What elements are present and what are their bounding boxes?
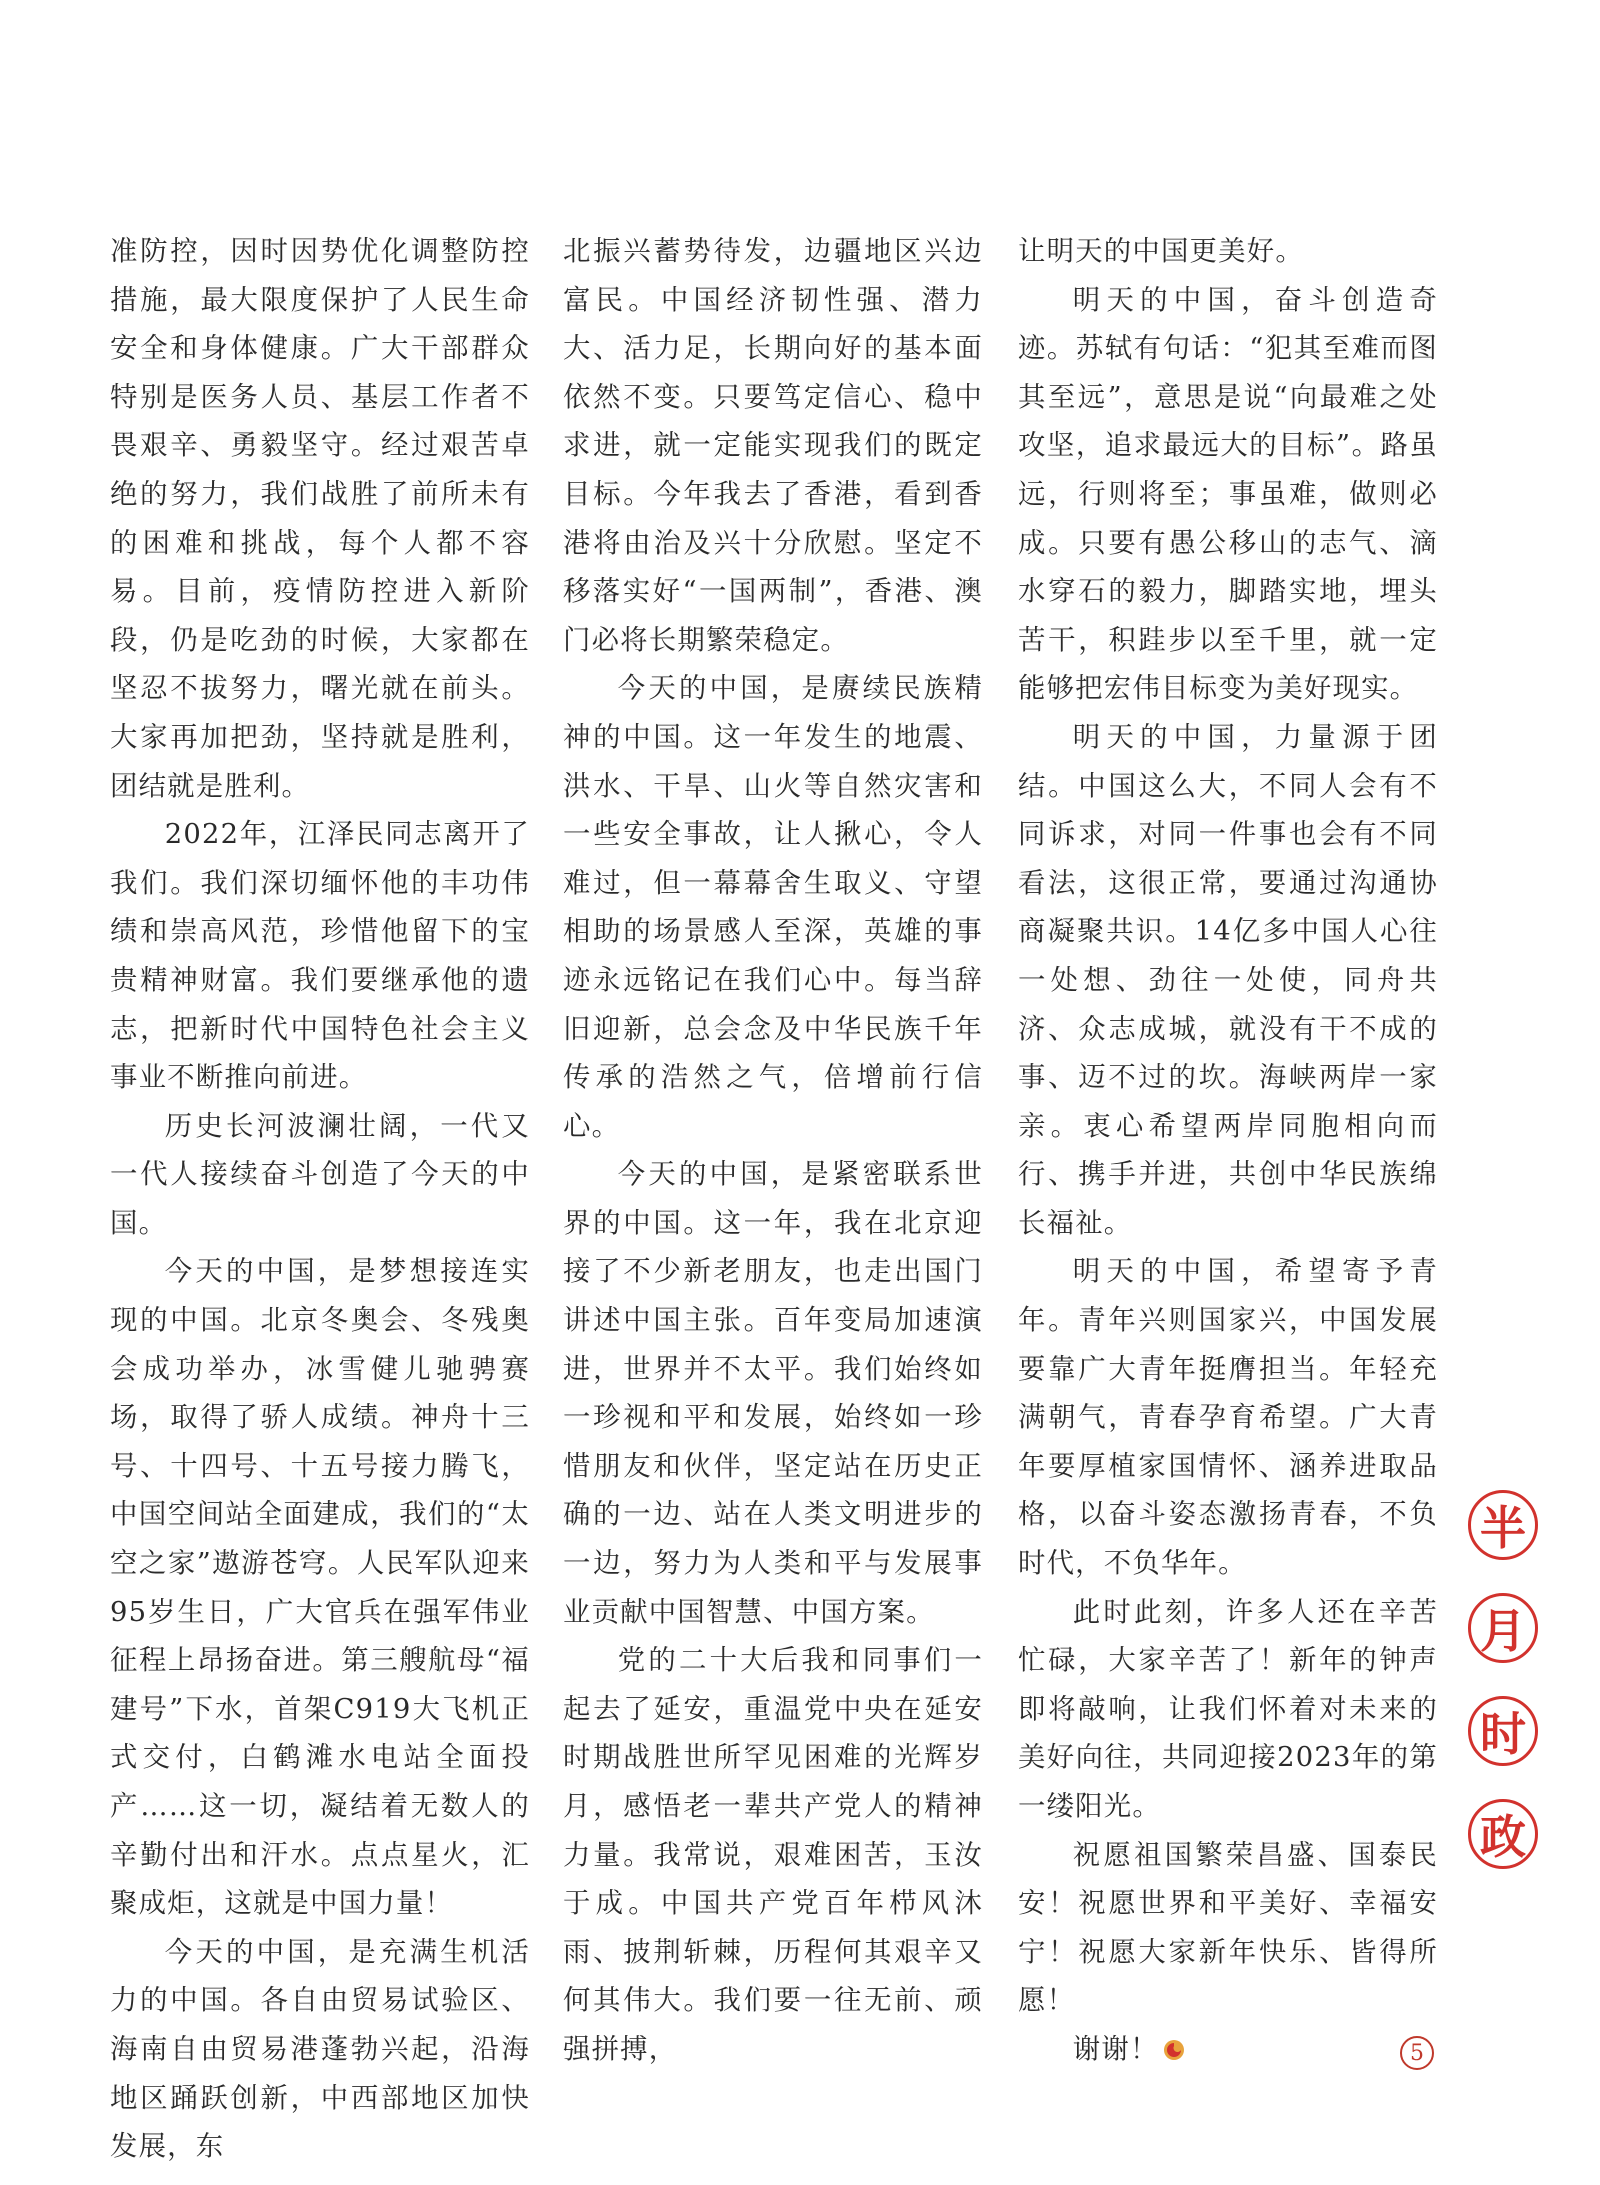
paragraph: 今天的中国，是梦想接连实现的中国。北京冬奥会、冬残奥会成功举办，冰雪健儿驰骋赛场，取得了骄人成绩。神舟十三号、十四号、十五号接力腾飞，中国空间站全面建成，我们的“太空之家”遨游苍穹。人民军队迎来95岁生日，广大官兵在强军伟业征程上昂扬奋进。第三艘航母“福建号”下水，首架C919大飞机正式交付，白鹤滩水电站全面投产……这一切，凝结着无数人的辛勤付出和汗水。点点星火，汇聚成炬，这就是中国力量！ (110, 1256, 530, 1920)
section-seal-char: 月 (1468, 1593, 1538, 1663)
paragraph: 此时此刻，许多人还在辛苦忙碌，大家辛苦了！新年的钟声即将敲响，让我们怀着对未来的美好向往，共同迎接2023年的第一缕阳光。 (1018, 1596, 1438, 1822)
closing-paragraph (1018, 2026, 1438, 2075)
closing-text: 谢谢！ (1072, 2033, 1159, 2065)
paragraph: 祝愿祖国繁荣昌盛、国泰民安！祝愿世界和平美好、幸福安宁！祝愿大家新年快乐、皆得所愿！ (1018, 1839, 1438, 2017)
section-seal-char: 半 (1468, 1490, 1538, 1560)
paragraph: 今天的中国，是赓续民族精神的中国。这一年发生的地震、洪水、干旱、山火等自然灾害和一些安全事故，让人揪心，令人难过，但一幕幕舍生取义、守望相助的场景感人至深，英雄的事迹永远铭记在我们心中。每当辞旧迎新，总会念及中华民族千年传承的浩然之气，倍增前行信心。 (563, 673, 983, 1142)
paragraph: 今天的中国，是充满生机活力的中国。各自由贸易试验区、海南自由贸易港蓬勃兴起，沿海地区踊跃创新，中西部地区加快发展，东 (110, 1936, 530, 2163)
paragraph: 让明天的中国更美好。 (1018, 236, 1304, 267)
section-seal-char: 时 (1468, 1696, 1538, 1766)
paragraph: 明天的中国，希望寄予青年。青年兴则国家兴，中国发展要靠广大青年挺膺担当。年轻充满朝气，青春孕育希望。广大青年要厚植家国情怀、涵养进取品格，以奋斗姿态激扬青春，不负时代，不负华年。 (1018, 1256, 1438, 1580)
paragraph: 历史长河波澜壮阔，一代又一代人接续奋斗创造了今天的中国。 (110, 1110, 530, 1239)
paragraph: 2022年，江泽民同志离开了我们。我们深切缅怀他的丰功伟绩和崇高风范，珍惜他留下的宝贵精神财富。我们要继承他的遗志，把新时代中国特色社会主义事业不断推向前进。 (110, 819, 530, 1094)
text-column-2 (563, 228, 983, 2075)
paragraph: 北振兴蓄势待发，边疆地区兴边富民。中国经济韧性强、潜力大、活力足，长期向好的基本面依然不变。只要笃定信心、稳中求进，就一定能实现我们的既定目标。今年我去了香港，看到香港将由治及兴十分欣慰。坚定不移落实好“一国两制”，香港、澳门必将长期繁荣稳定。 (563, 236, 983, 656)
paragraph: 党的二十大后我和同事们一起去了延安，重温党中央在延安时期战胜世所罕见困难的光辉岁月，感悟老一辈共产党人的精神力量。我常说，艰难困苦，玉汝于成。中国共产党百年栉风沐雨、披荆斩棘，历程何其艰辛又何其伟大。我们要一往无前、顽强拼搏， (563, 1645, 983, 2065)
end-mark-icon (1163, 2039, 1185, 2061)
paragraph: 明天的中国，奋斗创造奇迹。苏轼有句话：“犯其至难而图其至远”，意思是说“向最难之处攻坚，追求最远大的目标”。路虽远，行则将至；事虽难，做则必成。只要有愚公移山的志气、滴水穿石的毅力，脚踏实地，埋头苦干，积跬步以至千里，就一定能够把宏伟目标变为美好现实。 (1018, 284, 1438, 705)
section-seal-char: 政 (1468, 1799, 1538, 1869)
text-column-1 (110, 228, 530, 2172)
paragraph: 准防控，因时因势优化调整防控措施，最大限度保护了人民生命安全和身体健康。广大干部群众特别是医务人员、基层工作者不畏艰辛、勇毅坚守。经过艰苦卓绝的努力，我们战胜了前所未有的困难和挑战，每个人都不容易。目前，疫情防控进入新阶段，仍是吃劲的时候，大家都在坚忍不拔努力，曙光就在前头。大家再加把劲，坚持就是胜利，团结就是胜利。 (110, 236, 530, 802)
text-column-3 (1018, 228, 1438, 2075)
paragraph: 明天的中国，力量源于团结。中国这么大，不同人会有不同诉求，对同一件事也会有不同看法，这很正常，要通过沟通协商凝聚共识。14亿多中国人心往一处想、劲往一处使，同舟共济、众志成城，就没有干不成的事、迈不过的坎。海峡两岸一家亲。衷心希望两岸同胞相向而行、携手并进，共创中华民族绵长福祉。 (1018, 721, 1438, 1239)
page-number: 5 (1400, 2036, 1434, 2070)
paragraph: 今天的中国，是紧密联系世界的中国。这一年，我在北京迎接了不少新老朋友，也走出国门讲述中国主张。百年变局加速演进，世界并不太平。我们始终如一珍视和平和发展，始终如一珍惜朋友和伙伴，坚定站在历史正确的一边、站在人类文明进步的一边，努力为人类和平与发展事业贡献中国智慧、中国方案。 (563, 1159, 983, 1628)
